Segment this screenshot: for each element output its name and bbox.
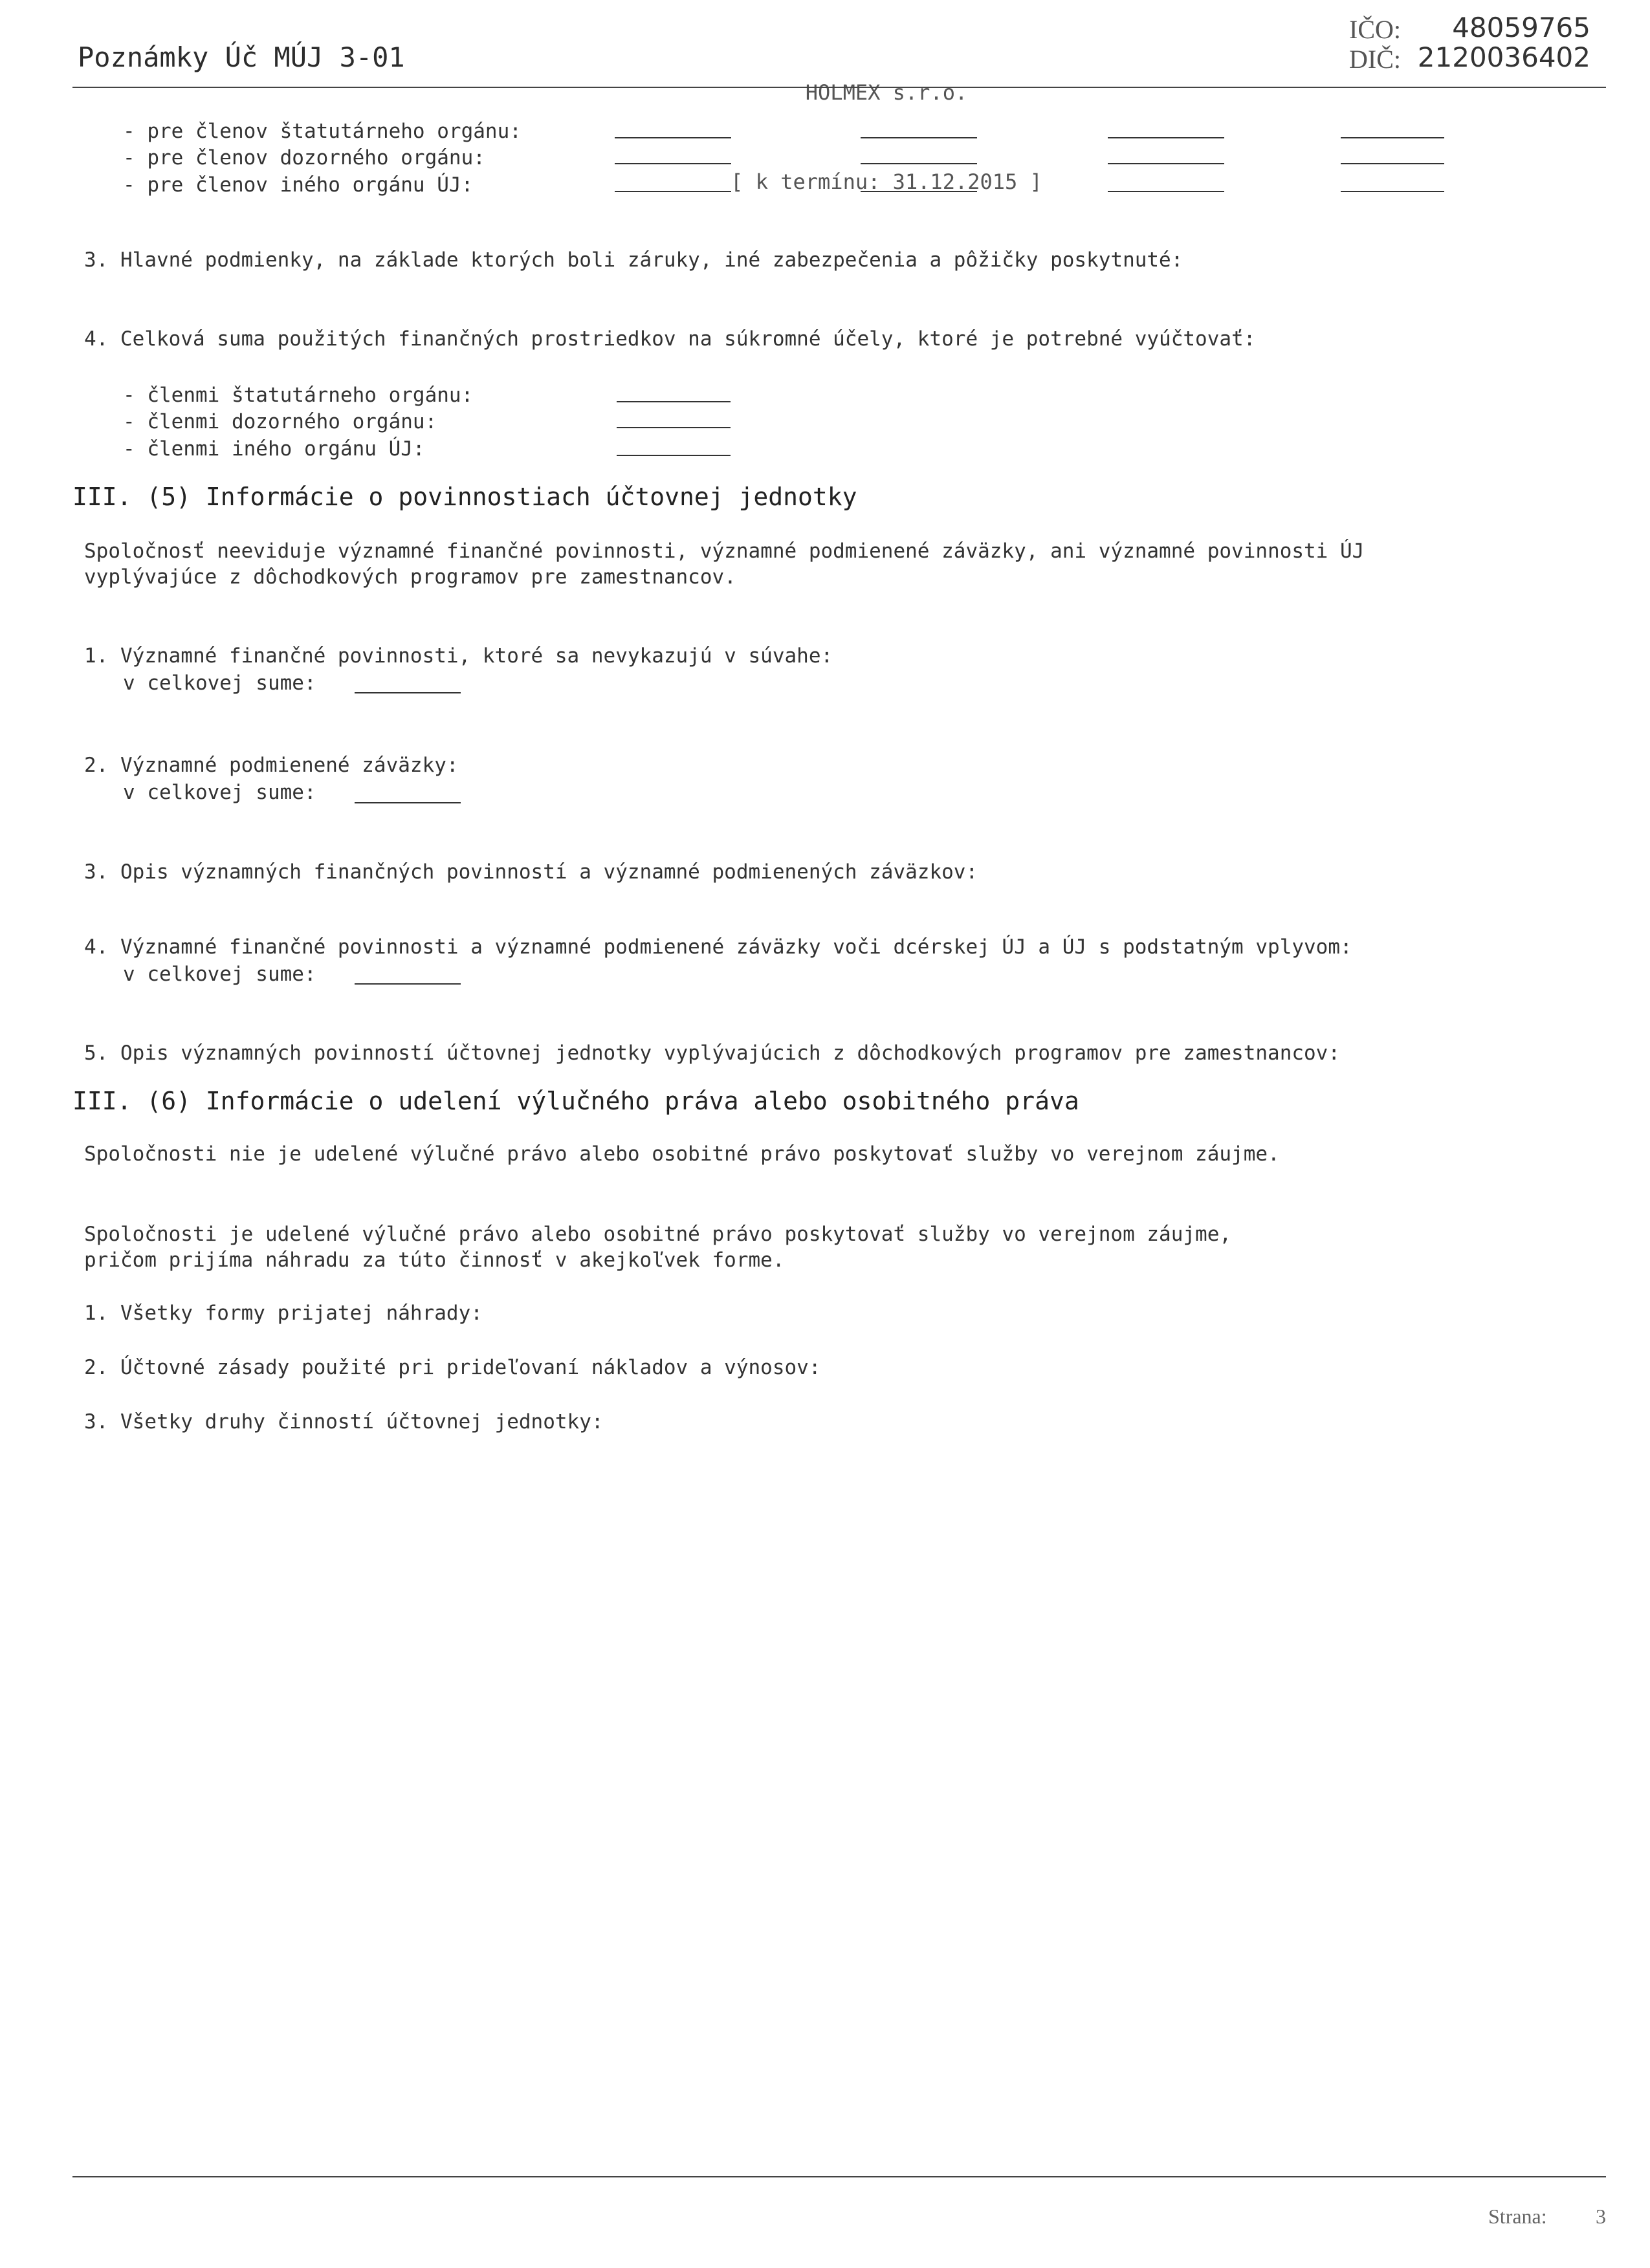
blank-field [617,401,731,402]
blank-field [615,137,731,138]
item-loan-conditions: 3. Hlavné podmienky, na základe ktorých boli záruky, iné zabezpečenia a pôžičky poskytnuté: [84,248,1183,272]
blank-field [1341,163,1444,164]
ico-label: IČO: [1349,15,1401,44]
list-item: - pre členov iného orgánu ÚJ: [123,173,474,197]
item-obligations-description: 3. Opis významných finančných povinností a významné podmienených záväzkov: [84,860,978,884]
dic-value: 2120036402 [1417,41,1590,73]
footer-divider [72,2176,1606,2177]
company-name: HOLMEX s.r.o. [805,80,968,105]
page-label: Strana: [1488,2205,1547,2228]
blank-field [1108,191,1224,192]
list-item: - členmi dozorného orgánu: [123,410,437,433]
company-header [705,18,1068,226]
form-title: Poznámky Úč MÚJ 3-01 [78,41,405,73]
list-item: - členmi iného orgánu ÚJ: [123,437,425,461]
blank-field [617,427,731,428]
dic-label: DIČ: [1349,45,1401,74]
list-item: - pre členov dozorného orgánu: [123,146,485,169]
blank-field [861,137,977,138]
item-activity-types: 3. Všetky druhy činností účtovnej jednotky: [84,1410,604,1434]
blank-field [861,191,977,192]
paragraph-line: vyplývajúce z dôchodkových programov pre zamestnancov. [84,565,736,589]
blank-field [1341,137,1444,138]
item-contingent-liabilities: 2. Významné podmienené záväzky: [84,754,459,777]
header-divider [72,87,1606,88]
blank-field [615,163,731,164]
paragraph-line: Spoločnosť neeviduje významné finančné povinnosti, významné podmienené záväzky, ani významné povinnosti ÚJ [84,540,1365,563]
blank-field [861,163,977,164]
total-label: v celkovej sume: [123,781,316,804]
item-off-balance-obligations: 1. Významné finančné povinnosti, ktoré sa nevykazujú v súvahe: [84,644,833,668]
blank-field [1108,137,1224,138]
blank-field [615,191,731,192]
blank-field [617,455,731,456]
total-label: v celkovej sume: [123,671,316,695]
paragraph-line: Spoločnosti nie je udelené výlučné právo alebo osobitné právo poskytovať služby vo verejnom záujme. [84,1142,1280,1166]
item-subsidiary-obligations: 4. Významné finančné povinnosti a významné podmienené záväzky voči dcérskej ÚJ a ÚJ s podstatným vplyvom: [84,935,1352,959]
section-title-exclusive-rights: III. (6) Informácie o udelení výlučného práva alebo osobitného práva [72,1087,1079,1115]
blank-field [355,802,461,803]
ico-value: 48059765 [1452,12,1590,43]
blank-field [1341,191,1444,192]
list-item: - pre členov štatutárneho orgánu: [123,120,522,143]
blank-field [1108,163,1224,164]
item-private-funds: 4. Celková suma použitých finančných prostriedkov na súkromné účely, ktoré je potrebné vyúčtovať: [84,327,1256,351]
blank-field [355,692,461,693]
item-accounting-principles: 2. Účtovné zásady použité pri prideľovaní nákladov a výnosov: [84,1356,821,1379]
paragraph-line: pričom prijíma náhradu za túto činnosť v akejkoľvek forme. [84,1248,785,1272]
section-title-obligations: III. (5) Informácie o povinnostiach účtovnej jednotky [72,483,857,511]
paragraph-line: Spoločnosti je udelené výlučné právo alebo osobitné právo poskytovať služby vo verejnom záujme, [84,1223,1232,1246]
blank-field [355,983,461,985]
item-pension-obligations: 5. Opis významných povinností účtovnej jednotky vyplývajúcich z dôchodkových programov pre zamestnancov: [84,1041,1341,1065]
list-item: - členmi štatutárneho orgánu: [123,384,474,407]
report-term: [ k termínu: 31.12.2015 ] [731,169,1042,194]
page-number: 3 [1596,2205,1606,2228]
item-compensation-forms: 1. Všetky formy prijatej náhrady: [84,1302,483,1325]
total-label: v celkovej sume: [123,963,316,986]
